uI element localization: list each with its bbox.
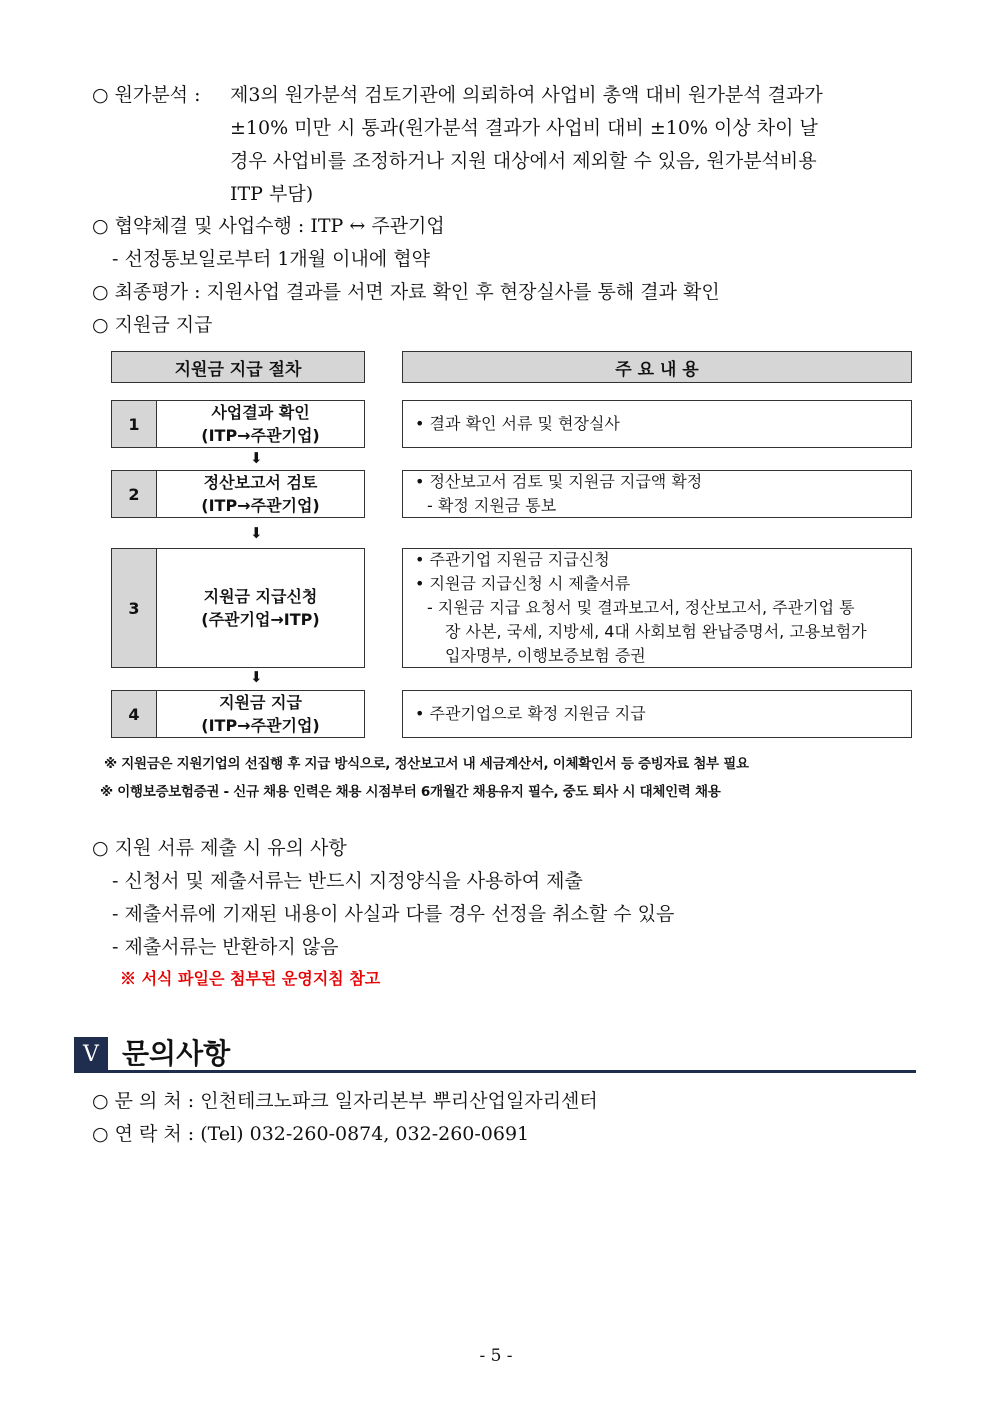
cautions-heading: ○ 지원 서류 제출 시 유의 사항 bbox=[92, 837, 347, 859]
step-number: 1 bbox=[112, 401, 157, 447]
caution-item: - 신청서 및 제출서류는 반드시 지정양식을 사용하여 제출 bbox=[112, 870, 583, 892]
step-3-box bbox=[111, 548, 365, 668]
template-reference-note: ※ 서식 파일은 첨부된 운영지침 참고 bbox=[120, 969, 381, 988]
step-4-content bbox=[402, 690, 912, 738]
cost-analysis-label: ○ 원가분석 : bbox=[92, 84, 201, 106]
section-numeral-badge: V bbox=[74, 1037, 108, 1071]
caution-item: - 제출서류는 반환하지 않음 bbox=[112, 936, 339, 958]
step-2-box bbox=[111, 470, 365, 518]
down-arrow-icon: ⬇ bbox=[250, 524, 263, 542]
step-1-box bbox=[111, 400, 365, 448]
content-line: • 주관기업 지원금 지급신청 bbox=[415, 550, 610, 569]
section-divider bbox=[74, 1070, 916, 1073]
down-arrow-icon: ⬇ bbox=[250, 668, 263, 686]
agreement-sub-line: - 선정통보일로부터 1개월 이내에 협약 bbox=[112, 248, 430, 270]
down-arrow-icon: ⬇ bbox=[250, 449, 263, 467]
step-2-content bbox=[402, 470, 912, 518]
step-title-direction: (ITP→주관기업) bbox=[201, 716, 320, 735]
step-title bbox=[157, 401, 364, 447]
step-title-main: 사업결과 확인 bbox=[211, 403, 310, 422]
step-1-content bbox=[402, 400, 912, 448]
step-title bbox=[157, 471, 364, 517]
cost-analysis-line: 경우 사업비를 조정하거나 지원 대상에서 제외할 수 있음, 원가분석비용 bbox=[230, 150, 817, 172]
step-title-direction: (ITP→주관기업) bbox=[201, 426, 320, 445]
payment-heading: ○ 지원금 지급 bbox=[92, 314, 213, 336]
step-4-box bbox=[111, 690, 365, 738]
step-title-direction: (ITP→주관기업) bbox=[201, 496, 320, 515]
step-title-main: 지원금 지급신청 bbox=[203, 587, 318, 606]
content-header: 주 요 내 용 bbox=[402, 351, 912, 383]
final-evaluation-line: ○ 최종평가 : 지원사업 결과를 서면 자료 확인 후 현장실사를 통해 결과 확인 bbox=[92, 281, 720, 303]
caution-item: - 제출서류에 기재된 내용이 사실과 다를 경우 선정을 취소할 수 있음 bbox=[112, 903, 675, 925]
step-title bbox=[157, 691, 364, 737]
content-line: 장 사본, 국세, 지방세, 4대 사회보험 완납증명서, 고용보험가 bbox=[445, 622, 867, 641]
content-line: • 주관기업으로 확정 지원금 지급 bbox=[415, 704, 646, 723]
step-title bbox=[157, 549, 364, 667]
step-title-direction: (주관기업→ITP) bbox=[201, 610, 320, 629]
content-line: - 확정 지원금 통보 bbox=[427, 496, 557, 515]
note-evidence: ※ 지원금은 지원기업의 선집행 후 지급 방식으로, 정산보고서 내 세금계산서, 이체확인서 등 증빙자료 첨부 필요 bbox=[104, 756, 749, 772]
procedure-header: 지원금 지급 절차 bbox=[111, 351, 365, 383]
step-title-main: 정산보고서 검토 bbox=[203, 473, 318, 492]
note-guarantee: ※ 이행보증보험증권 - 신규 채용 인력은 채용 시점부터 6개월간 채용유지 필수, 중도 퇴사 시 대체인력 채용 bbox=[100, 784, 721, 800]
step-3-content bbox=[402, 548, 912, 668]
content-line: • 결과 확인 서류 및 현장실사 bbox=[415, 414, 620, 433]
contact-phone: ○ 연 락 처 : (Tel) 032-260-0874, 032-260-0691 bbox=[92, 1123, 530, 1145]
cost-analysis-paragraph bbox=[92, 79, 922, 211]
step-title-main: 지원금 지급 bbox=[219, 693, 302, 712]
content-line: • 지원금 지급신청 시 제출서류 bbox=[415, 574, 631, 593]
cost-analysis-line: ±10% 미만 시 통과(원가분석 결과가 사업비 대비 ±10% 이상 차이 날 bbox=[230, 117, 818, 139]
content-line: - 지원금 지급 요청서 및 결과보고서, 정산보고서, 주관기업 통 bbox=[427, 598, 855, 617]
section-title: 문의사항 bbox=[122, 1037, 231, 1070]
cost-analysis-line: ITP 부담) bbox=[230, 183, 314, 205]
content-line: • 정산보고서 검토 및 지원금 지급액 확정 bbox=[415, 472, 703, 491]
content-line: 입자명부, 이행보증보험 증권 bbox=[445, 646, 646, 665]
step-number: 4 bbox=[112, 691, 157, 737]
contact-organization: ○ 문 의 처 : 인천테크노파크 일자리본부 뿌리산업일자리센터 bbox=[92, 1090, 598, 1112]
page-number: - 5 - bbox=[479, 1346, 513, 1366]
agreement-line: ○ 협약체결 및 사업수행 : ITP ↔ 주관기업 bbox=[92, 215, 445, 237]
step-number: 2 bbox=[112, 471, 157, 517]
step-number: 3 bbox=[112, 549, 157, 667]
cost-analysis-line: 제3의 원가분석 검토기관에 의뢰하여 사업비 총액 대비 원가분석 결과가 bbox=[230, 84, 823, 106]
